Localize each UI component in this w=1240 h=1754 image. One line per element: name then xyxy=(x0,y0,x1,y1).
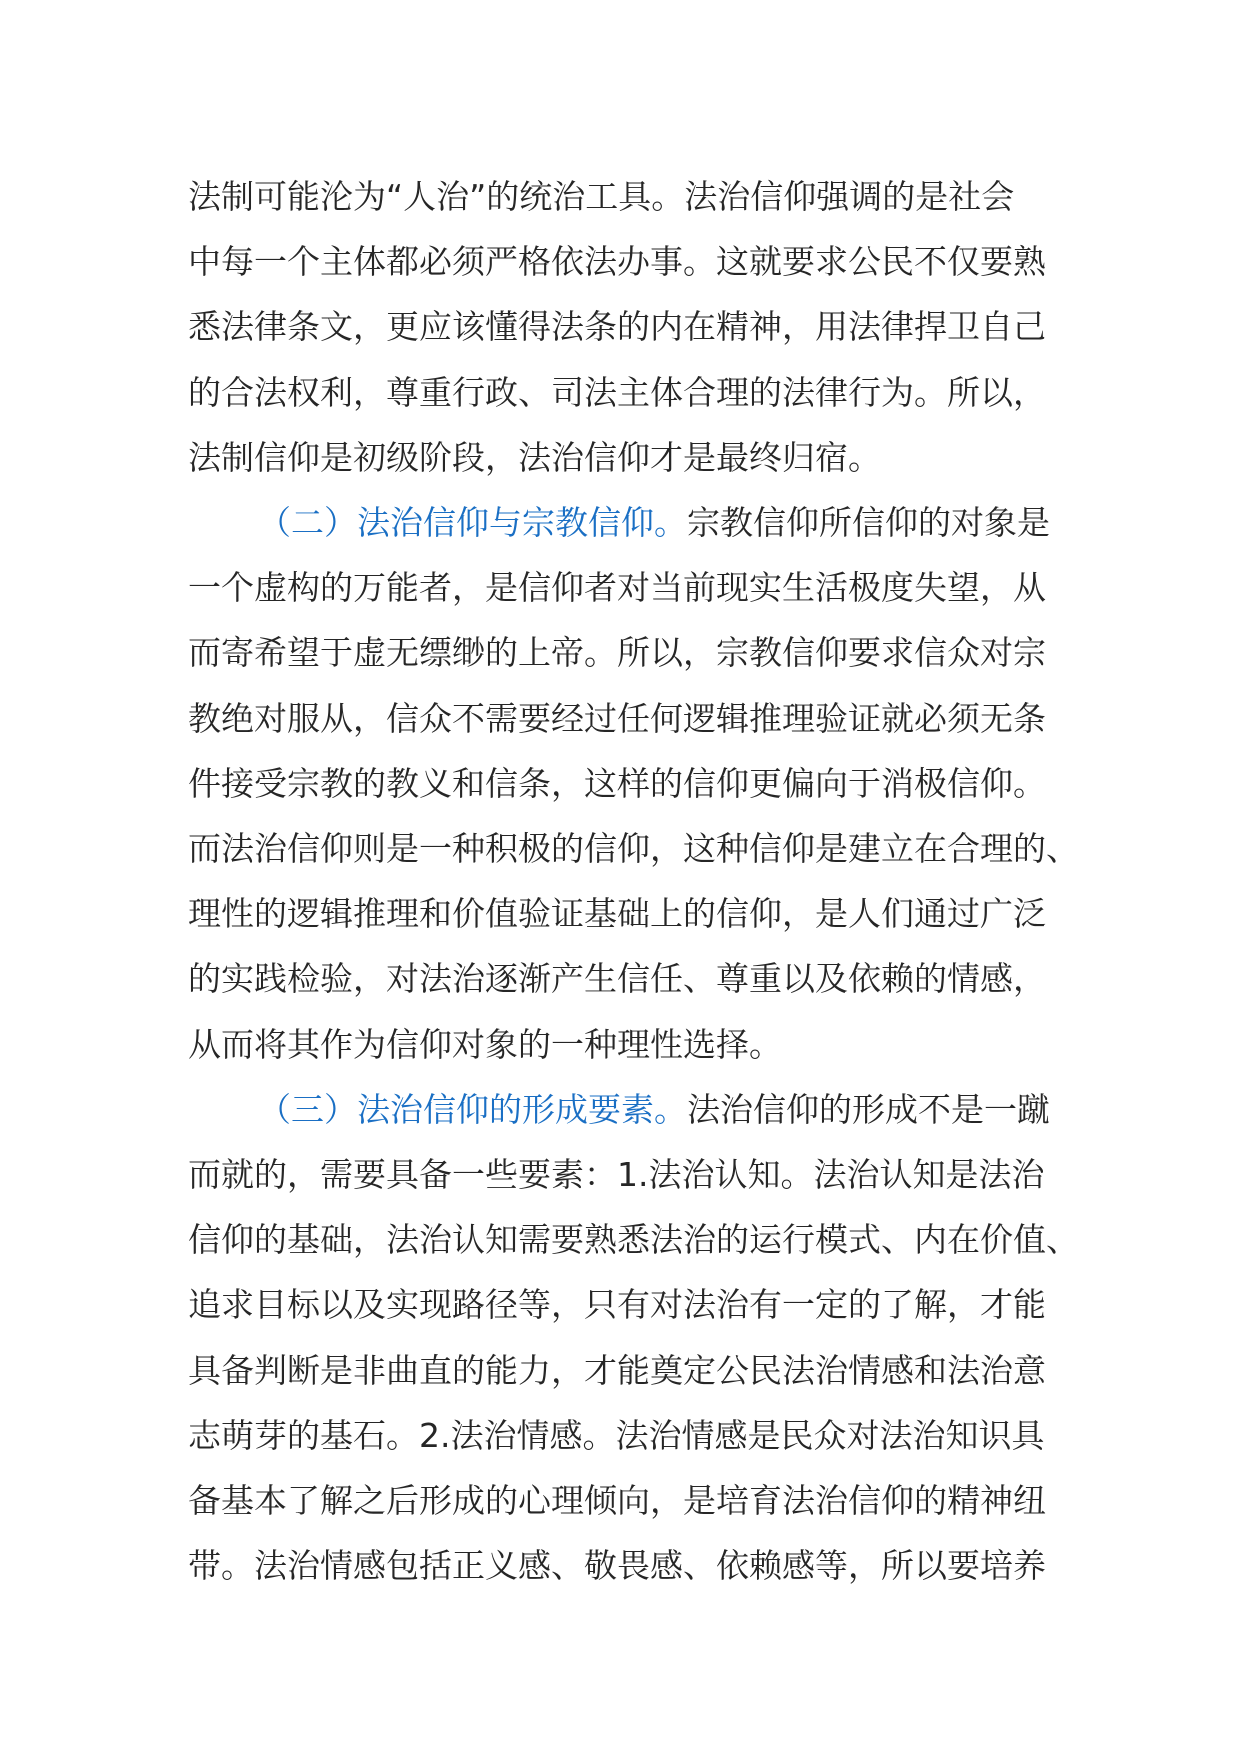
text-run: 法治信仰的形成不是一蹴 xyxy=(687,1089,1050,1129)
text-line: 带。法治情感包括正义感、敬畏感、依赖感等，所以要培养 xyxy=(188,1546,1046,1586)
paragraph-section-two xyxy=(188,490,1079,1077)
text-line: 备基本了解之后形成的心理倾向，是培育法治信仰的精神纽 xyxy=(188,1481,1046,1521)
text-line: 具备判断是非曲直的能力，才能奠定公民法治情感和法治意 xyxy=(188,1350,1046,1390)
text-line: 理性的逻辑推理和价值验证基础上的信仰，是人们通过广泛 xyxy=(188,894,1046,934)
section-two-heading: （二）法治信仰与宗教信仰。 xyxy=(258,503,687,543)
text-line: 一个虚构的万能者，是信仰者对当前现实生活极度失望，从 xyxy=(188,568,1046,608)
text-line: 从而将其作为信仰对象的一种理性选择。 xyxy=(188,1024,782,1064)
section-two-first-line xyxy=(188,490,1068,555)
text-line: 的合法权利，尊重行政、司法主体合理的法律行为。所以， xyxy=(188,372,1046,412)
text-line: 信仰的基础，法治认知需要熟悉法治的运行模式、内在价值、 xyxy=(188,1220,1079,1260)
text-line: 而就的，需要具备一些要素：1.法治认知。法治认知是法治 xyxy=(188,1155,1045,1195)
text-line: 追求目标以及实现路径等，只有对法治有一定的了解，才能 xyxy=(188,1285,1046,1325)
text-line: 法制信仰是初级阶段，法治信仰才是最终归宿。 xyxy=(188,437,881,477)
text-run: 宗教信仰所信仰的对象是 xyxy=(687,503,1050,543)
section-three-first-line xyxy=(188,1077,1068,1142)
paragraph-section-three xyxy=(188,1077,1079,1599)
text-line: 悉法律条文，更应该懂得法条的内在精神，用法律捍卫自己 xyxy=(188,307,1046,347)
text-line: 的实践检验，对法治逐渐产生信任、尊重以及依赖的情感， xyxy=(188,959,1046,999)
section-three-heading: （三）法治信仰的形成要素。 xyxy=(258,1089,687,1129)
text-line: 件接受宗教的教义和信条，这样的信仰更偏向于消极信仰。 xyxy=(188,763,1046,803)
text-line: 中每一个主体都必须严格依法办事。这就要求公民不仅要熟 xyxy=(188,242,1046,282)
text-line: 法制可能沦为“人治”的统治工具。法治信仰强调的是社会 xyxy=(188,177,1015,216)
text-line: 教绝对服从，信众不需要经过任何逻辑推理验证就必须无条 xyxy=(188,698,1046,738)
text-line: 而法治信仰则是一种积极的信仰，这种信仰是建立在合理的、 xyxy=(188,829,1079,869)
text-line: 而寄希望于虚无缥缈的上帝。所以，宗教信仰要求信众对宗 xyxy=(188,633,1046,673)
text-line: 志萌芽的基石。2.法治情感。法治情感是民众对法治知识具 xyxy=(188,1415,1045,1455)
document-body xyxy=(188,164,1079,1598)
paragraph-law-system-vs-rule-of-law xyxy=(188,164,1068,490)
